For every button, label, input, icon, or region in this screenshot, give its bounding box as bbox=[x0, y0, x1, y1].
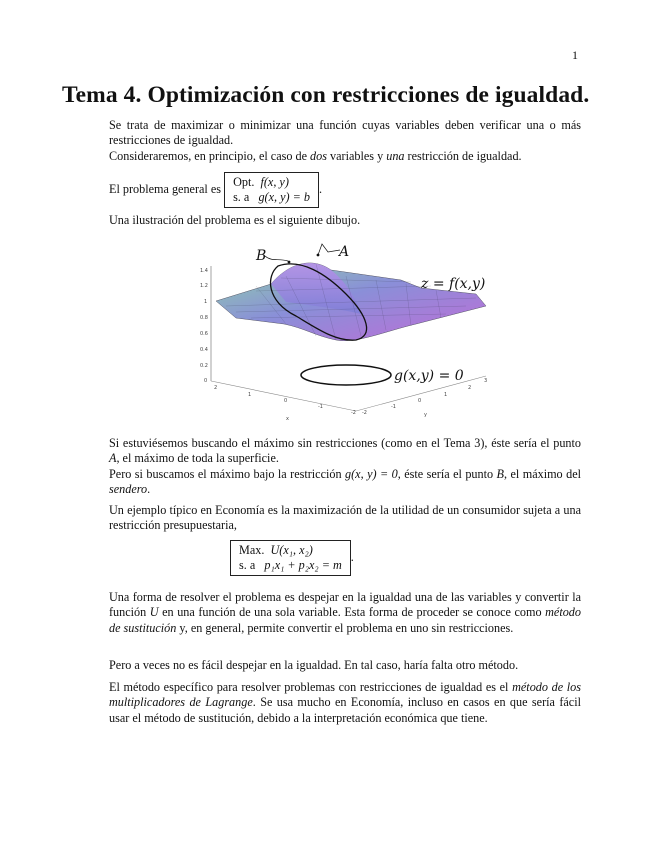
general-problem: El problema general es Opt. f(x, y) s. a g(x, y) = b . bbox=[109, 172, 581, 208]
maximum-paragraph: Si estuviésemos buscando el máximo sin restricciones (como en el Tema 3), éste sería el punto A, el máximo de toda la superficie. Pero si buscamos el máximo bajo la restricción g(x, y) = 0, éste sería el punto B, el máximo del sendero. bbox=[109, 436, 581, 497]
constraint-ellipse bbox=[301, 365, 391, 385]
x-tick: -2 bbox=[351, 410, 356, 416]
y-tick: 0 bbox=[418, 398, 422, 404]
general-problem-box: Opt. f(x, y) s. a g(x, y) = b bbox=[224, 172, 319, 208]
label-A: A bbox=[339, 244, 350, 260]
z-tick: 1.2 bbox=[200, 283, 208, 289]
objective-expr: f(x, y) bbox=[260, 175, 289, 189]
emph-sendero: sendero bbox=[109, 482, 148, 497]
substitution-paragraph: Una forma de resolver el problema es despejar en la igualdad una de las variables y convertir la función U en una función de una sola variable. Esta forma de proceder se conoce como método de sustitución y, en general, permite convertir el problema en uno sin restricciones. bbox=[109, 590, 581, 635]
y-tick: 1 bbox=[444, 392, 448, 398]
z-tick: 0.4 bbox=[200, 347, 208, 353]
emph-lagrange: método de los multiplicadores de Lagrange bbox=[109, 680, 581, 710]
z-tick: 1.4 bbox=[200, 268, 208, 274]
intro-paragraph: Se trata de maximizar o minimizar una función cuyas variables deben verificar una o más restricciones de igualdad. bbox=[109, 118, 581, 148]
x-axis-ticks bbox=[214, 385, 356, 422]
x-tick: -1 bbox=[318, 404, 323, 410]
intro-cases-line: Consideraremos, en principio, el caso de dos variables y una restricción de igualdad. bbox=[109, 148, 522, 163]
x-tick: 2 bbox=[214, 385, 218, 391]
label-B: B bbox=[256, 248, 267, 264]
point-B bbox=[288, 261, 291, 264]
emph-dos: dos bbox=[310, 148, 327, 163]
lagrange-paragraph: El método específico para resolver problemas con restricciones de igualdad es el método de los multiplicadores de Lagrange. Se usa mucho en Economía, incluso en casos en que sería fácil usar el método de sustitución, debido a la interpretación económica que tiene. bbox=[109, 680, 581, 725]
example-paragraph: Un ejemplo típico en Economía es la maximización de la utilidad de un consumidor sujeta a una restricción presupuestaria, bbox=[109, 503, 581, 533]
emph-una: una bbox=[386, 148, 405, 163]
utility-problem: Max. U(x₁, x₂) s. a p₁x₁ + p₂x₂ = m . bbox=[109, 540, 655, 576]
utility-problem-box: Max. U(x₁, x₂) s. a p₁x₁ + p₂x₂ = m bbox=[230, 540, 351, 576]
page-title: Tema 4. Optimización con restricciones de igualdad. bbox=[62, 82, 590, 108]
z-tick: 1 bbox=[204, 299, 208, 305]
label-constraint: g(x,y) = 0 bbox=[394, 368, 464, 384]
page-number: 1 bbox=[572, 48, 578, 62]
z-tick: 0.6 bbox=[200, 331, 208, 337]
general-problem-lead: El problema general es bbox=[109, 181, 222, 196]
emph-method-substitution: método de sustitución bbox=[109, 605, 581, 635]
surface-figure bbox=[196, 236, 496, 426]
x-axis-label: x bbox=[286, 416, 289, 422]
y-tick: -2 bbox=[362, 410, 367, 416]
y-axis-ticks bbox=[362, 378, 487, 418]
x-tick: 1 bbox=[248, 392, 252, 398]
y-tick: -1 bbox=[391, 404, 396, 410]
constraint-expr: g(x, y) = b bbox=[258, 189, 310, 204]
other-method-paragraph: Pero a veces no es fácil despejar en la igualdad. En tal caso, haría falta otro método. bbox=[109, 658, 519, 672]
intro-section bbox=[109, 118, 581, 164]
y-axis-label: y bbox=[424, 412, 427, 418]
z-tick: 0.2 bbox=[200, 363, 208, 369]
y-tick: 3 bbox=[484, 378, 488, 384]
y-tick: 2 bbox=[468, 385, 472, 391]
x-tick: 0 bbox=[284, 398, 288, 404]
z-tick: 0.8 bbox=[200, 315, 208, 321]
label-surface: z = f(x,y) bbox=[421, 276, 486, 292]
z-axis-ticks bbox=[200, 268, 208, 384]
illustration-intro: Una ilustración del problema es el siguiente dibujo. bbox=[109, 213, 361, 227]
z-tick: 0 bbox=[204, 378, 208, 384]
